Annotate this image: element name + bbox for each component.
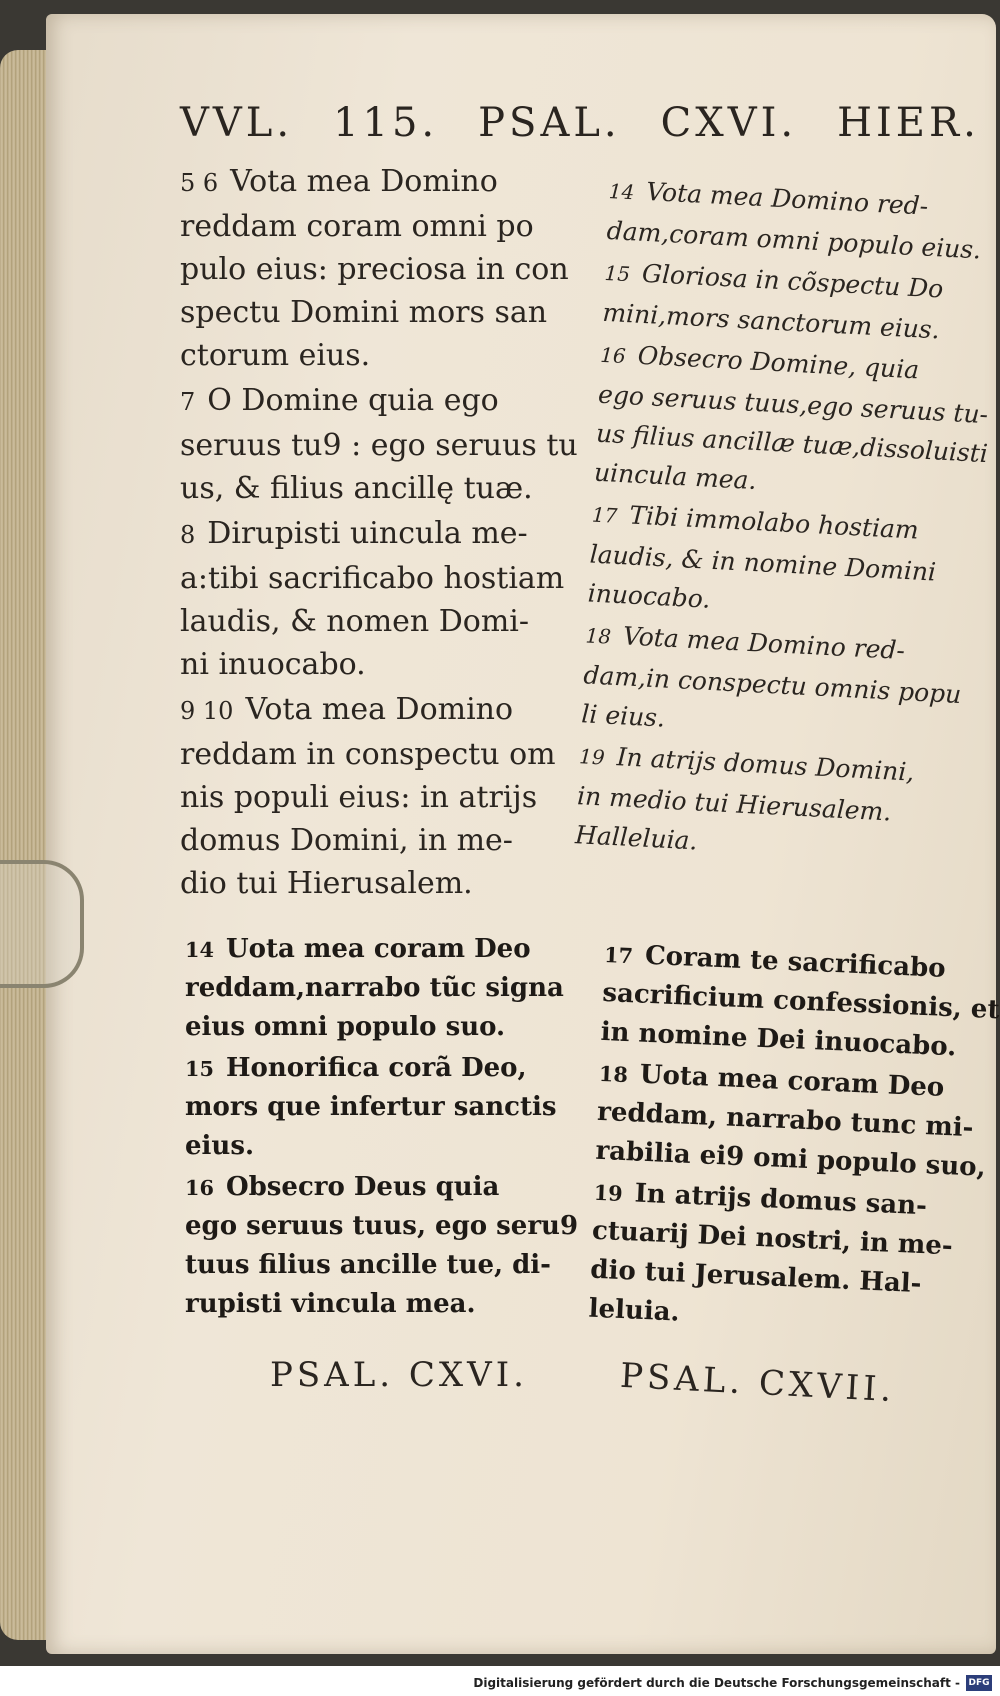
verse-text: rabilia ei9 omi populo suo,	[594, 1135, 987, 1183]
verse-text: Dirupisti uincula me-	[207, 516, 528, 551]
verse-line	[180, 205, 600, 248]
verse	[185, 1049, 595, 1166]
verse-text: leluia.	[588, 1293, 681, 1328]
verse	[600, 935, 1000, 1069]
verse	[595, 1054, 990, 1188]
verse-text: eius omni populo suo.	[185, 1012, 506, 1042]
verse-text: Coram te sacrificabo	[644, 940, 947, 984]
verse-text: ctorum eius.	[180, 338, 371, 373]
verse-text: laudis, & nomen Domi-	[180, 604, 530, 639]
verse-line	[185, 969, 595, 1008]
verse-text: In atrijs domus san-	[634, 1178, 928, 1222]
credit-bar	[0, 1666, 1000, 1696]
footer-right: PSAL. CXVII.	[619, 1355, 897, 1411]
verse-line	[180, 512, 600, 557]
verse-text: seruus tu9 : ego seruus tu	[180, 428, 578, 463]
verse-line	[180, 291, 600, 334]
verse-line	[185, 1127, 595, 1166]
verse-number: 16	[185, 1175, 214, 1200]
verse-line	[185, 1285, 595, 1324]
verse	[574, 735, 960, 874]
verse-text: inuocabo.	[587, 578, 712, 614]
verse-text: dam,in conspectu omnis popu	[582, 660, 963, 710]
verse-text: Vota mea Domino	[230, 164, 498, 199]
verse-text: reddam in conspectu om	[180, 737, 556, 772]
head-part: CXVI.	[660, 100, 798, 146]
verse-line	[180, 819, 600, 862]
verse-text: spectu Domini mors san	[180, 295, 548, 330]
verse-text: us filius ancillæ tuæ,dissoluisti	[595, 418, 989, 469]
verse-text: a:tibi sacrificabo hostiam	[180, 561, 565, 596]
verse-text: rupisti vincula mea.	[185, 1289, 476, 1319]
verse-line	[180, 688, 600, 733]
verse-line	[185, 1008, 595, 1047]
verse-line	[180, 557, 600, 600]
verse-number: 18	[584, 623, 612, 649]
verse-text: In atrijs domus Domini,	[616, 742, 915, 787]
verse-text: laudis, & in nomine Domini	[589, 539, 937, 587]
verse-text: ego seruus tuus,ego seruus tu-	[597, 379, 989, 430]
verse-number: 14	[185, 937, 214, 962]
verse-text: dio tui Jerusalem. Hal-	[589, 1254, 923, 1300]
verse-line	[180, 643, 600, 686]
verse-number: 14	[608, 178, 635, 205]
verse	[185, 1168, 595, 1324]
column-left-upper	[180, 160, 600, 907]
verse-line	[185, 930, 595, 969]
verse-text: domus Domini, in me-	[180, 823, 513, 858]
verse-text: tuus filius ancille tue, di-	[185, 1250, 551, 1280]
verse-line	[185, 1049, 595, 1088]
verse-text: Vota mea Domino red-	[622, 621, 906, 666]
verse	[180, 688, 600, 905]
dfg-logo: DFG	[966, 1675, 992, 1691]
verse-line	[180, 248, 600, 291]
verse-number: 19	[593, 1179, 624, 1207]
verse-text: nis populi eius: in atrijs	[180, 780, 538, 815]
verse-number: 9 10	[180, 697, 234, 725]
verse-number: 15	[185, 1056, 214, 1081]
verse-number: 19	[578, 744, 606, 770]
head-part: PSAL.	[478, 100, 621, 146]
verse-number: 15	[603, 260, 631, 287]
verse-number: 17	[591, 502, 618, 528]
running-head	[180, 100, 980, 160]
psalm-footer	[270, 1355, 970, 1415]
verse-text: reddam,narrabo tũc signa	[185, 973, 564, 1003]
verse	[593, 334, 989, 512]
verse-text: li eius.	[580, 699, 666, 733]
verse-line	[185, 1168, 595, 1207]
verse-text: ego seruus tuus, ego seru9	[185, 1211, 579, 1241]
verse	[587, 494, 973, 633]
verse-text: eius.	[185, 1131, 255, 1161]
verse-number: 7	[180, 388, 196, 416]
verse-number: 18	[598, 1060, 629, 1088]
digitization-credit: Digitalisierung gefördert durch die Deutsche Forschungsgemeinschaft -	[473, 1676, 960, 1690]
verse-number: 8	[180, 521, 196, 549]
verse-text: pulo eius: preciosa in con	[180, 252, 569, 287]
verse-text: in nomine Dei inuocabo.	[600, 1016, 957, 1063]
verse-text: dio tui Hierusalem.	[180, 866, 473, 901]
verse-text: reddam, narrabo tunc mi-	[596, 1096, 975, 1144]
verse	[180, 379, 600, 510]
verse-line	[180, 467, 600, 510]
verse-text: in medio tui Hierusalem.	[576, 781, 892, 827]
head-part: HIER.	[837, 100, 980, 146]
verse-text: Tibi immolabo hostiam	[628, 500, 920, 545]
column-right-upper	[574, 170, 989, 876]
column-left-lower	[185, 930, 595, 1326]
verse-line	[180, 424, 600, 467]
verse-number: 16	[599, 342, 627, 369]
verse-line	[185, 1207, 595, 1246]
verse-text: uincula mea.	[593, 457, 758, 496]
verse-text: Gloriosa in cõspectu Do	[641, 258, 945, 304]
verse-text: Uota mea coram Deo	[639, 1059, 945, 1103]
verse-line	[180, 776, 600, 819]
verse-number: 17	[603, 941, 634, 969]
verse-text: reddam coram omni po	[180, 209, 534, 244]
verse-text: mors que infertur sanctis	[185, 1092, 557, 1122]
verse	[588, 1173, 984, 1346]
verse-line	[180, 334, 600, 377]
verse-text: mini,mors sanctorum eius.	[601, 297, 941, 345]
verse	[185, 930, 595, 1047]
verse-text: sacrificium confessionis, et	[601, 977, 1000, 1026]
verse-text: Obsecro Domine, quia	[637, 340, 920, 385]
column-right-lower	[588, 935, 1000, 1348]
book-clasp	[0, 860, 84, 988]
verse	[580, 614, 966, 753]
verse-text: Obsecro Deus quia	[225, 1172, 500, 1202]
verse	[180, 512, 600, 686]
verse-line	[180, 160, 600, 205]
head-part: 115.	[333, 100, 439, 146]
verse-text: Vota mea Domino red-	[645, 176, 929, 221]
verse-line	[180, 379, 600, 424]
verse-number: 5 6	[180, 169, 219, 197]
verse-text: dam,coram omni populo eius.	[606, 215, 982, 265]
verse-line	[180, 862, 600, 905]
verse-text: ctuarij Dei nostri, in me-	[591, 1215, 954, 1262]
head-part: VVL.	[180, 100, 294, 146]
footer-left: PSAL. CXVI.	[270, 1355, 528, 1395]
verse-text: Vota mea Domino	[245, 692, 514, 727]
verse-line	[185, 1088, 595, 1127]
verse-text: Uota mea coram Deo	[225, 934, 531, 964]
verse-line	[185, 1246, 595, 1285]
verse-text: us, & filius ancillę tuæ.	[180, 471, 533, 506]
verse-text: O Domine quia ego	[207, 383, 499, 418]
verse	[180, 160, 600, 377]
verse-text: ni inuocabo.	[180, 647, 366, 682]
verse-text: Halleluia.	[574, 820, 699, 856]
verse-line	[180, 600, 600, 643]
verse-line	[180, 733, 600, 776]
verse-text: Honorifica corã Deo,	[225, 1053, 527, 1083]
